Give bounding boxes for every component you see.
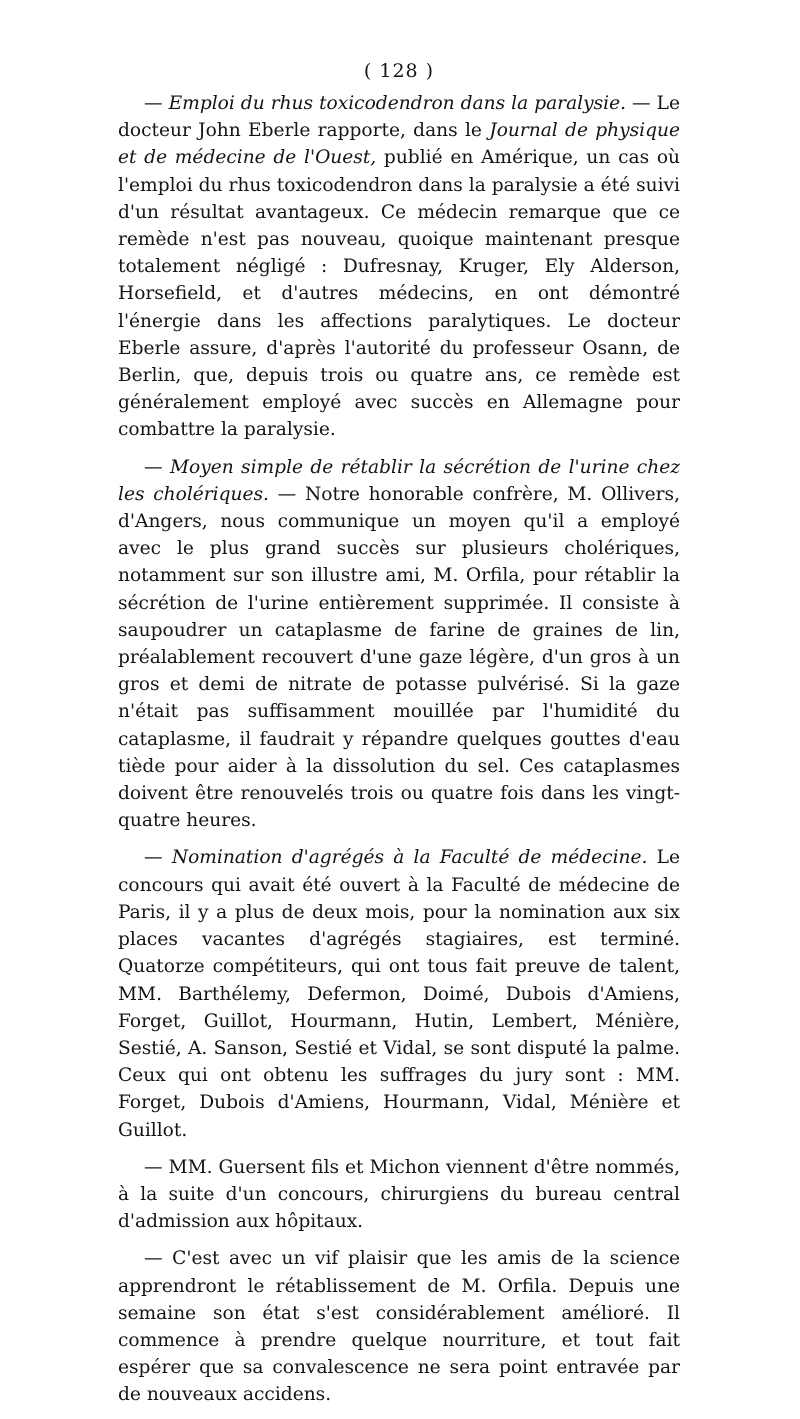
article-text: — Notre honorable confrère, M. Ollivers, d'Angers, nous communique un moyen qu'il a employé avec le plus grand succès sur plusieurs cholériques, notamment sur son illustre ami, M. Orfila, pour rétablir la sécrétion de l'urine entièrement supprimée. Il consiste à saupoudrer un cataplasme de farine de graines de lin, préalablement recouvert d'une gaze légère, d'un gros à un gros et demi de nitrate de potasse pulvérisé. Si la gaze n'était pas suffisamment mouillée par l'humidité du cataplasme, il faudrait y répandre quelques gouttes d'eau tiède pour aider à la dissolution du sel. Ces cataplasmes doivent être renouvelés trois ou quatre fois dans les vingt-quatre heures.: [118, 483, 680, 832]
article-text: — MM. Guersent fils et Michon viennent d'être nommés, à la suite d'un concours, chirurgiens du bureau central d'admission aux hôpitaux.: [118, 1156, 680, 1233]
dash: —: [144, 847, 172, 869]
article-text: — C'est avec un vif plaisir que les amis de la science apprendront le rétablissement de M. Orfila. Depuis une semaine son état s'est considérablement amélioré. Il commence à prendre quelque nourriture, et tout fait espérer que sa convalescence ne sera point entravée par de nouveaux accidens.: [118, 1248, 680, 1406]
dash: —: [144, 456, 170, 478]
journal-title: Journal de physique et de médecine de l'Ouest,: [118, 120, 680, 169]
paragraph-guersent-michon: [118, 1154, 680, 1236]
article-text: Le concours qui avait été ouvert à la Faculté de médecine de Paris, il y a plus de deux mois, pour la nomination aux six places vacantes d'agrégés stagiaires, est terminé. Quatorze compétiteurs, qui ont tous fait preuve de talent, MM. Barthélemy, Defermon, Doimé, Dubois d'Amiens, Forget, Guillot, Hourmann, Hutin, Lembert, Ménière, Sestié, A. Sanson, Sestié et Vidal, se sont disputé la palme. Ceux qui ont obtenu les suffrages du jury sont : MM. Forget, Dubois d'Amiens, Hourmann, Vidal, Ménière et Guillot.: [118, 847, 680, 1141]
article-title: Emploi du rhus toxicodendron dans la paralysie.: [168, 93, 627, 114]
paragraph-secretion-urine: [118, 454, 680, 835]
article-text: — Le docteur John Eberle rapporte, dans le: [118, 93, 680, 142]
document-page: [118, 58, 680, 1419]
article-title: Moyen simple de rétablir la sécrétion de l'urine chez les cholériques.: [118, 456, 680, 505]
dash: —: [144, 93, 169, 114]
paragraph-orfila-recovery: [118, 1245, 680, 1408]
paragraph-nomination-agreges: [118, 844, 680, 1143]
article-text: publié en Amérique, un cas où l'emploi du rhus toxicodendron dans la paralysie a été suivi d'un résultat avantageux. Ce médecin remarque que ce remède n'est pas nouveau, quoique maintenant presque totalement négligé : Dufresnay, Kruger, Ely Alderson, Horsefield, et d'autres médecins, en ont démontré l'énergie dans les affections paralytiques. Le docteur Eberle assure, d'après l'autorité du professeur Osann, de Berlin, que, depuis trois ou quatre ans, ce remède est généralement employé avec succès en Allemagne pour combattre la paralysie.: [118, 147, 680, 441]
paragraph-rhus-toxicodendron: [118, 90, 680, 444]
article-title: Nomination d'agrégés à la Faculté de médecine.: [171, 847, 648, 869]
page-number: ( 128 ): [363, 60, 435, 82]
